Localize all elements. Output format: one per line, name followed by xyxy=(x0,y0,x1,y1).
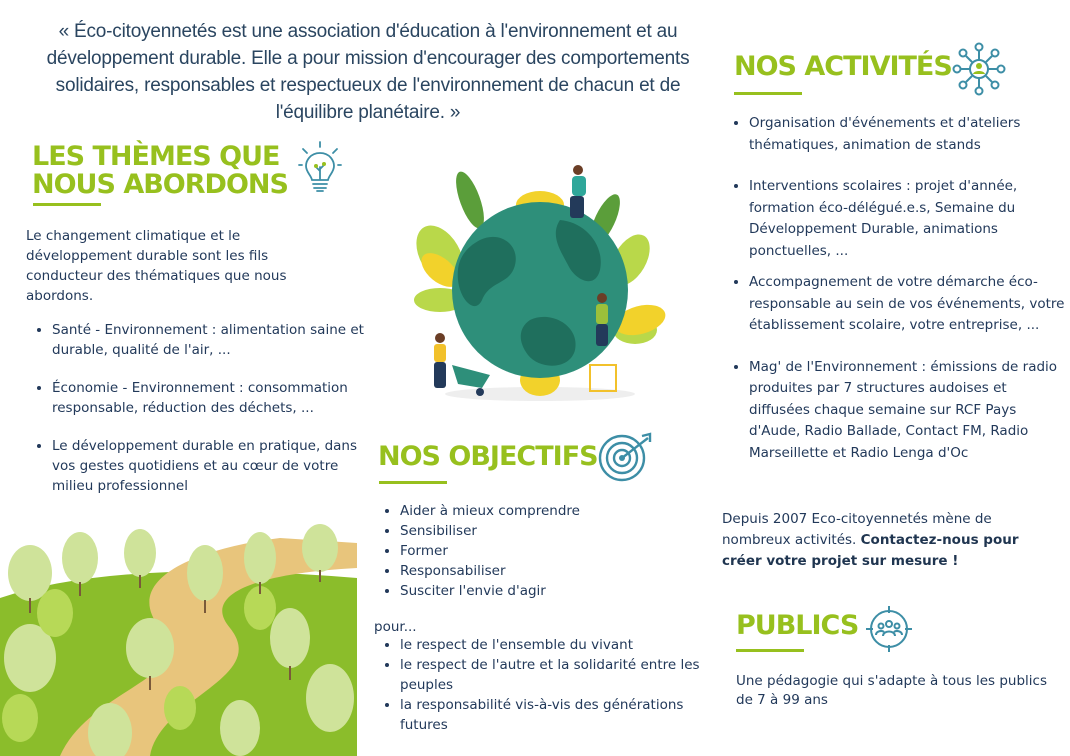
list-item: • la responsabilité vis-à-vis des générations futures xyxy=(400,695,720,735)
list-item: • Le développement durable en pratique, dans vos gestes quotidiens et au cœur de votre milieu professionnel xyxy=(52,436,367,496)
park-illustration xyxy=(0,518,357,756)
list-item: • le respect de l'ensemble du vivant xyxy=(400,635,720,655)
list-item: • Interventions scolaires : projet d'année, formation éco-délégué.e.s, Semaine du Développement Durable, animations ponctuelles, ... xyxy=(749,176,1067,262)
activites-title: NOS ACTIVITÉS xyxy=(734,51,952,82)
objectifs-list xyxy=(378,501,720,601)
themes-list xyxy=(30,320,367,496)
themes-title-line2: NOUS ABORDONS xyxy=(32,169,288,200)
themes-title-line1: LES THÈMES QUE xyxy=(32,141,280,172)
list-item: • Susciter l'envie d'agir xyxy=(400,581,720,601)
list-item: • Sensibiliser xyxy=(400,521,720,541)
themes-underline xyxy=(33,203,101,206)
list-item: • Santé - Environnement : alimentation saine et durable, qualité de l'air, ... xyxy=(52,320,367,360)
list-item: • le respect de l'autre et la solidarité entre les peuples xyxy=(400,655,720,695)
publics-text: Une pédagogie qui s'adapte à tous les publics de 7 à 99 ans xyxy=(736,673,1048,708)
network-icon xyxy=(952,42,1006,96)
intro-quote: « Éco-citoyennetés est une association d'éducation à l'environnement et au développement durable. Elle a pour mission d'encourager des comportements solidaires, responsables et respectueux de l'environnement de chacun et de l'équilibre planétaire. » xyxy=(46,21,690,123)
activites-since xyxy=(722,509,1022,572)
lightbulb-icon xyxy=(297,139,343,195)
list-item: • Accompagnement de votre démarche éco-responsable au sein de vos événements, votre établissement scolaire, votre entreprise, ... xyxy=(749,272,1067,337)
objectifs-pour-list xyxy=(378,635,720,735)
list-item: • Mag' de l'Environnement : émissions de radio produites par 7 structures audoises et diffusées chaque semaine sur RCF Pays d'Aude, Radio Ballade, Contact FM, Radio Marseillette et Radio Lenga d'Oc xyxy=(749,357,1067,465)
earth-illustration xyxy=(410,160,670,405)
activites-list xyxy=(727,113,1067,464)
list-item: • Responsabiliser xyxy=(400,561,720,581)
list-item: • Aider à mieux comprendre xyxy=(400,501,720,521)
group-target-icon xyxy=(864,604,914,654)
list-item: • Économie - Environnement : consommation responsable, réduction des déchets, ... xyxy=(52,378,367,418)
objectifs-pour-label: pour... xyxy=(374,619,417,635)
objectifs-title: NOS OBJECTIFS xyxy=(378,441,598,472)
list-item: • Former xyxy=(400,541,720,561)
publics-title: PUBLICS xyxy=(736,610,859,641)
themes-title xyxy=(32,143,288,199)
activites-since-text: Depuis 2007 Eco-citoyennetés mène de nombreux activités. xyxy=(722,511,992,548)
objectifs-underline xyxy=(379,481,447,484)
publics-underline xyxy=(736,649,804,652)
target-icon xyxy=(598,432,654,482)
list-item: • Organisation d'événements et d'ateliers thématiques, animation de stands xyxy=(749,113,1067,156)
themes-intro: Le changement climatique et le développement durable sont les fils conducteur des thématiques que nous abordons. xyxy=(26,228,287,304)
activites-underline xyxy=(734,92,802,95)
contact-cta: Contactez-nous pour créer votre projet sur mesure ! xyxy=(722,532,1019,569)
